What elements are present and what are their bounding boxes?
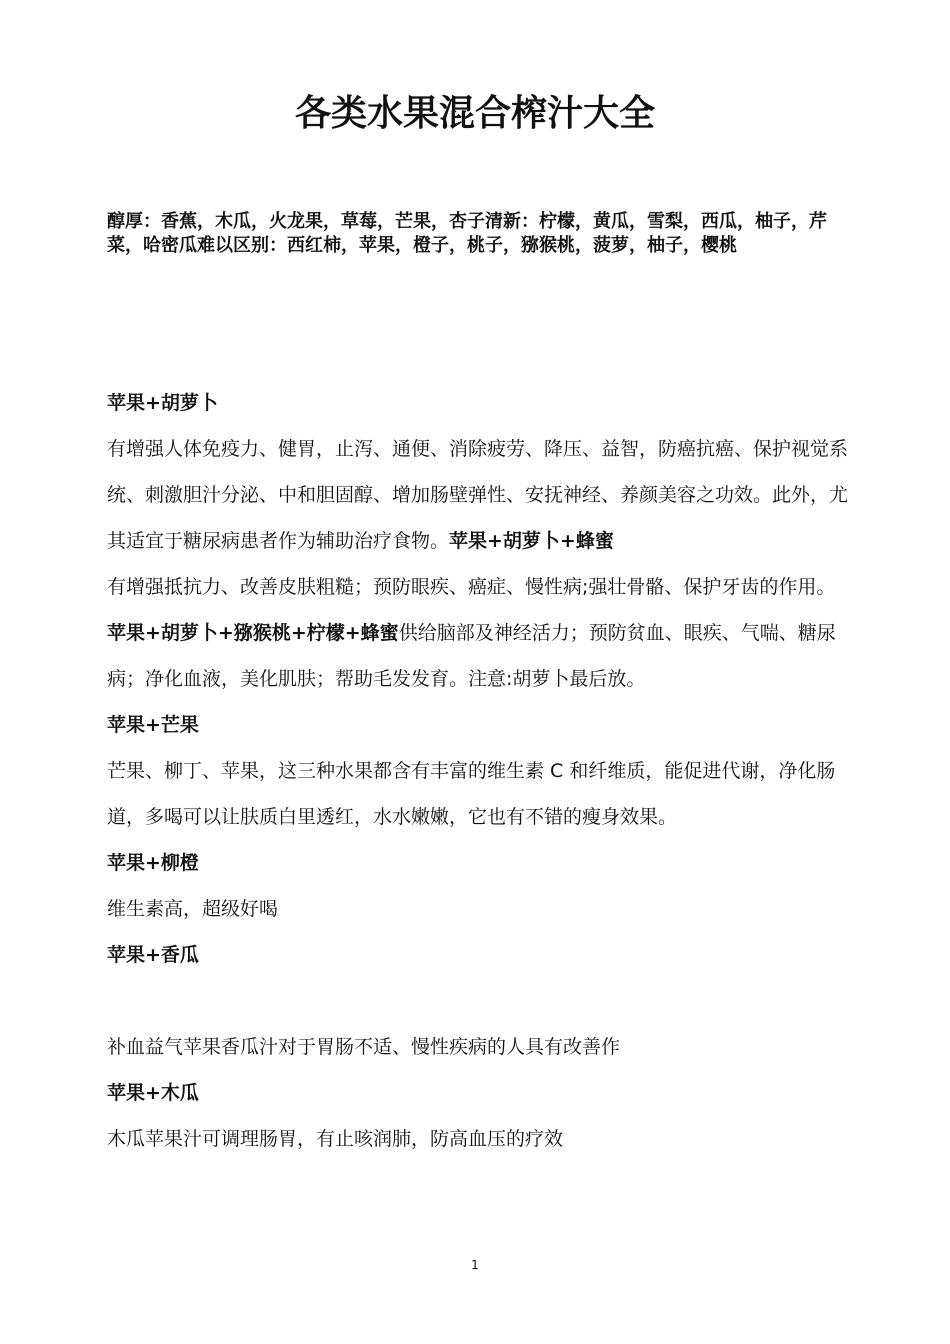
recipe-body-apple-carrot-honey: 有增强抵抗力、改善皮肤粗糙；预防眼疾、癌症、慢性病;强壮骨骼、保护牙齿的作用。 [107,576,836,598]
recipe-paragraph-apple-carrot-kiwi-lemon-honey [107,610,852,702]
recipe-heading-apple-carrot-kiwi-lemon-honey: 苹果+胡萝卜+猕猴桃+柠檬+蜂蜜 [107,622,399,644]
recipe-body-apple-carrot: 有增强人体免疫力、健胃，止泻、通便、消除疲劳、降压、益智，防癌抗癌、保护视觉系统、刺激胆汁分泌、中和胆固醇、增加肠壁弹性、安抚神经、养颜美容之功效。此外，尤其适宜于糖尿病患者作为辅助治疗食物。 [107,438,849,552]
recipe-heading-apple-carrot-honey: 苹果+胡萝卜+蜂蜜 [449,530,614,552]
paragraph-spacer [107,978,852,1024]
recipe-heading-apple-carrot: 苹果+胡萝卜 [107,392,218,414]
fruit-category-summary: 醇厚：香蕉，木瓜，火龙果，草莓，芒果，杏子清新：柠檬，黄瓜，雪梨，西瓜，柚子，芹菜，哈密瓜难以区别：西红柿，苹果，橙子，桃子，猕猴桃，菠萝，柚子，樱桃 [107,211,827,256]
page-number: 1 [471,1258,479,1272]
recipe-list [107,380,852,1162]
recipe-body-apple-orange: 维生素高，超级好喝 [107,898,279,920]
recipe-heading-apple-mango: 苹果+芒果 [107,714,199,736]
recipe-heading-apple-papaya: 苹果+木瓜 [107,1082,199,1104]
recipe-heading-apple-melon: 苹果+香瓜 [107,944,199,966]
recipe-body-apple-papaya: 木瓜苹果汁可调理肠胃，有止咳润肺，防高血压的疗效 [107,1128,564,1150]
recipe-heading-apple-orange: 苹果+柳橙 [107,852,199,874]
document-title: 各类水果混合榨汁大全 [294,93,655,134]
recipe-body-apple-carrot-kiwi-lemon-honey: 供给脑部及神经活力；预防贫血、眼疾、气喘、糖尿病；净化血液，美化肌肤；帮助毛发发育。注意:胡萝卜最后放。 [107,622,836,690]
recipe-body-apple-melon: 补血益气苹果香瓜汁对于胃肠不适、慢性疾病的人具有改善作 [107,1036,621,1058]
recipe-body-apple-mango: 芒果、柳丁、苹果，这三种水果都含有丰富的维生素 C 和纤维质，能促进代谢，净化肠道，多喝可以让肤质白里透红，水水嫩嫩，它也有不错的瘦身效果。 [107,760,836,828]
recipe-paragraph-apple-carrot [107,426,852,564]
